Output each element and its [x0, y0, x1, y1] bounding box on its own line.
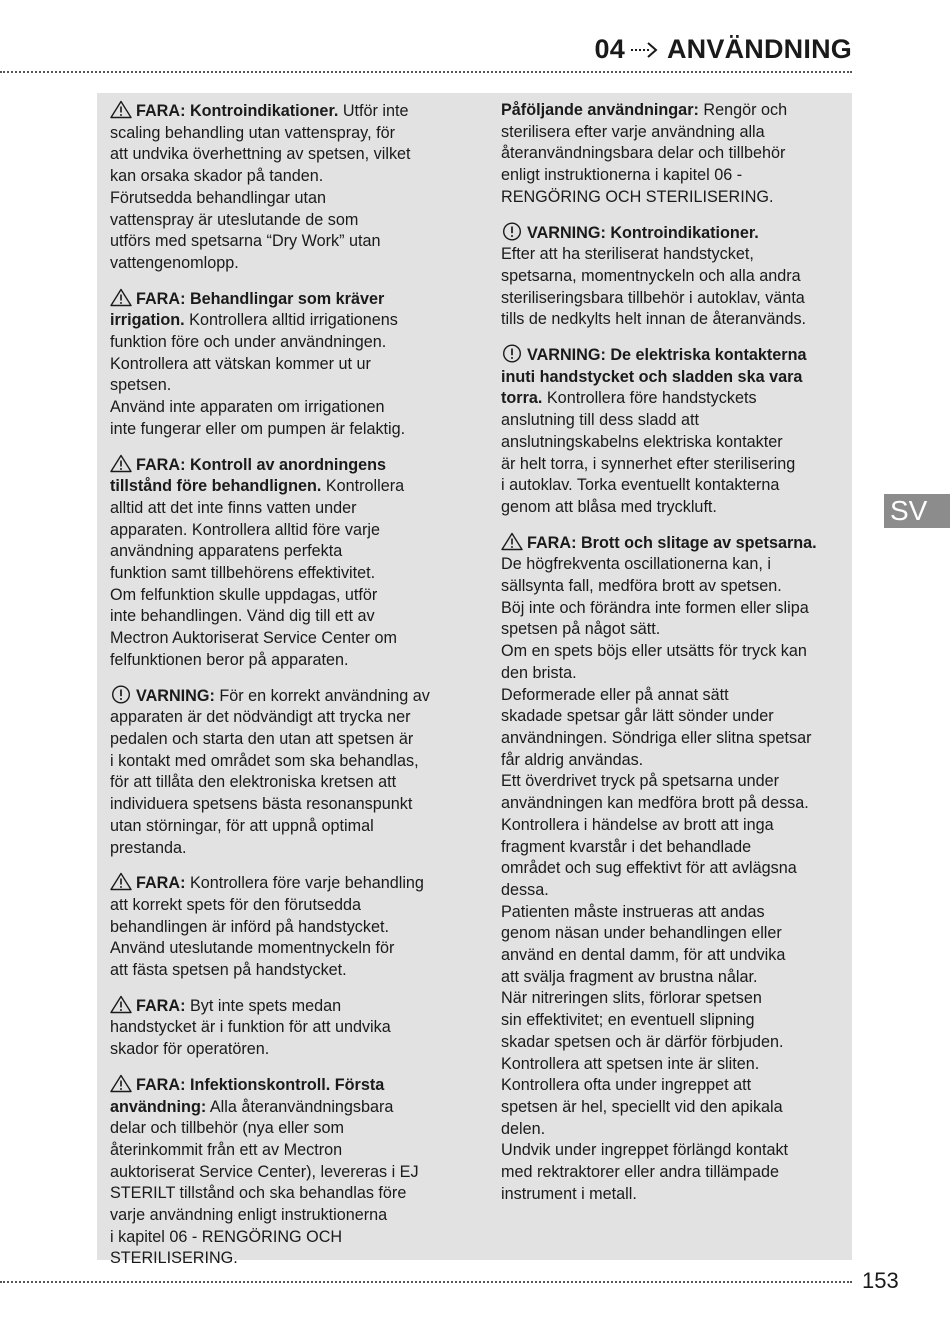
text-line	[501, 1010, 846, 1032]
body-text: Utför inte	[338, 102, 409, 120]
bold-label: irrigation.	[110, 311, 185, 330]
text-line	[110, 541, 460, 563]
body-text: spetsen är hel, speciellt vid den apikala	[501, 1097, 783, 1116]
body-text: i autoklav. Torka eventuellt kontakterna	[501, 476, 780, 495]
body-text: Undvik under ingreppet förlängd kontakt	[501, 1141, 789, 1160]
bold-label: FARA: Brott och slitage av spetsarna.	[527, 533, 817, 552]
text-line	[501, 1119, 846, 1141]
body-text: återanvändningsbara delar och tillbehör	[501, 144, 786, 163]
body-text: steriliseringsbara tillbehör i autoklav, vänta	[501, 288, 805, 307]
language-tab	[884, 494, 950, 528]
text-line	[110, 210, 460, 232]
body-text: delar och tillbehör (nya eller som	[110, 1119, 344, 1138]
text-line	[501, 728, 846, 750]
text-line	[110, 707, 460, 729]
body-text: För en korrekt användning av	[214, 686, 430, 705]
body-text: varje användning enligt instruktionerna	[110, 1206, 388, 1225]
notice-block	[501, 532, 846, 1206]
text-line	[110, 520, 460, 542]
text-line	[501, 576, 846, 598]
body-text: inte fungerar eller om pumpen är felaktig.	[110, 419, 406, 438]
text-line	[501, 532, 846, 555]
body-text: prestanda.	[110, 838, 187, 857]
body-text: Patienten måste instrueras att andas	[501, 902, 765, 921]
text-line	[501, 837, 846, 859]
text-line	[110, 1097, 460, 1119]
body-text: spetsen på något sätt.	[501, 620, 661, 639]
text-line	[110, 938, 460, 960]
text-line	[501, 454, 846, 476]
text-line	[501, 143, 846, 165]
text-line	[110, 685, 460, 708]
notice-block	[110, 288, 460, 441]
body-text: individuera spetsens bästa resonanspunkt	[110, 795, 413, 814]
text-line	[501, 923, 846, 945]
text-line	[110, 838, 460, 860]
body-text: Använd uteslutande momentnyckeln för	[110, 939, 395, 958]
body-text: Kontrollera ofta under ingreppet att	[501, 1076, 752, 1095]
text-line	[110, 288, 460, 311]
body-text: användningen kan medföra brott på dessa.	[501, 794, 809, 813]
body-text: utan störningar, för att uppnå optimal	[110, 816, 374, 835]
exclamation-circle-icon	[110, 685, 132, 704]
text-line	[110, 144, 460, 166]
body-text: Använd inte apparaten om irrigationen	[110, 398, 385, 417]
body-text: handstycket är i funktion för att undvika	[110, 1018, 391, 1037]
text-line	[501, 222, 846, 245]
body-text: De högfrekventa oscillationerna kan, i	[501, 555, 771, 574]
body-text: STERILT tillstånd och ska behandlas före	[110, 1184, 407, 1203]
text-line	[110, 563, 460, 585]
text-line	[501, 598, 846, 620]
body-text: instrument i metall.	[501, 1184, 637, 1203]
text-line	[110, 606, 460, 628]
chapter-header	[595, 34, 852, 65]
text-line	[501, 410, 846, 432]
body-text: auktoriserat Service Center), levereras i EJ	[110, 1162, 419, 1181]
text-line	[501, 750, 846, 772]
text-line	[110, 253, 460, 275]
body-text: att undvika överhettning av spetsen, vilket	[110, 145, 411, 164]
text-line	[110, 995, 460, 1018]
body-text: området och sug effektivt för att avlägsna	[501, 859, 797, 878]
body-text: för att tillåta den elektroniska kretsen att	[110, 773, 397, 792]
body-text: Mectron Auktoriserat Service Center om	[110, 629, 397, 648]
body-text: Om felfunktion skulle uppdagas, utför	[110, 585, 378, 604]
text-line	[110, 498, 460, 520]
notice-block	[501, 222, 846, 332]
text-line	[110, 1248, 460, 1270]
text-line	[110, 650, 460, 672]
body-text: Deformerade eller på annat sätt	[501, 685, 729, 704]
body-text: Efter att ha steriliserat handstycket,	[501, 245, 754, 264]
text-line	[501, 165, 846, 187]
text-line	[110, 872, 460, 895]
bold-label: FARA:	[136, 874, 186, 893]
bold-label: FARA: Kontroll av anordningens	[136, 455, 387, 474]
body-text: med rektraktorer eller andra tillämpade	[501, 1163, 780, 1182]
footer-divider	[0, 1281, 852, 1283]
text-line	[110, 794, 460, 816]
text-line	[501, 266, 846, 288]
body-text: använd en dental damm, för att undvika	[501, 946, 786, 965]
body-text: i kontakt med området som ska behandlas,	[110, 751, 419, 770]
text-line	[110, 585, 460, 607]
notice-block	[110, 872, 460, 982]
body-text: Förutsedda behandlingar utan	[110, 188, 326, 207]
bold-label: tillstånd före behandlignen.	[110, 477, 322, 496]
text-line	[110, 772, 460, 794]
text-line	[110, 397, 460, 419]
body-text: utförs med spetsarna “Dry Work” utan	[110, 232, 381, 251]
text-line	[110, 1017, 460, 1039]
text-line	[501, 663, 846, 685]
left-column	[110, 100, 460, 1283]
body-text: Kontrollera i händelse av brott att inga	[501, 815, 774, 834]
body-text: skador för operatören.	[110, 1040, 270, 1059]
text-line	[110, 1183, 460, 1205]
bold-label: VARNING: De elektriska kontakterna	[527, 346, 807, 365]
text-line	[110, 729, 460, 751]
bold-label: FARA: Behandlingar som kräver	[136, 289, 385, 308]
body-text: användning apparatens perfekta	[110, 542, 343, 561]
text-line	[110, 1074, 460, 1097]
text-line	[501, 344, 846, 367]
text-line	[110, 100, 460, 123]
text-line	[501, 771, 846, 793]
text-line	[501, 945, 846, 967]
body-text: Kontrollera att vätskan kommer ut ur	[110, 354, 371, 373]
body-text: När nitreringen slits, förlorar spetsen	[501, 989, 762, 1008]
body-text: får aldrig användas.	[501, 750, 644, 769]
text-line	[110, 375, 460, 397]
text-line	[110, 231, 460, 253]
body-text: den brista.	[501, 663, 577, 682]
body-text: vattengenomlopp.	[110, 253, 239, 272]
text-line	[501, 1140, 846, 1162]
text-line	[501, 685, 846, 707]
text-line	[110, 454, 460, 477]
text-line	[110, 960, 460, 982]
exclamation-circle-icon	[501, 344, 523, 363]
dotted-arrow-icon	[631, 41, 661, 59]
text-line	[501, 187, 846, 209]
text-line	[110, 1039, 460, 1061]
notice-block	[501, 100, 846, 209]
text-line	[110, 1205, 460, 1227]
bold-label: VARNING:	[136, 686, 215, 705]
body-text: pedalen och starta den utan att spetsen är	[110, 729, 414, 748]
text-line	[501, 1054, 846, 1076]
bold-label: användning:	[110, 1097, 207, 1116]
body-text: spetsen.	[110, 376, 172, 395]
body-text: sterilisera efter varje användning alla	[501, 122, 765, 141]
text-line	[501, 967, 846, 989]
body-text: att fästa spetsen på handstycket.	[110, 961, 347, 980]
bold-label: torra.	[501, 389, 543, 408]
body-text: sällsynta fall, medföra brott av spetsen.	[501, 577, 782, 596]
body-text: är helt torra, i synnerhet efter sterilisering	[501, 454, 796, 473]
body-text: enligt instruktionerna i kapitel 06 -	[501, 166, 743, 185]
text-line	[110, 419, 460, 441]
body-text: behandlingen är införd på handstycket.	[110, 917, 389, 936]
body-text: sin effektivitet; en eventuell slipning	[501, 1011, 755, 1030]
body-text: RENGÖRING OCH STERILISERING.	[501, 187, 774, 206]
text-line	[501, 122, 846, 144]
text-line	[110, 816, 460, 838]
body-text: anslutning till dess sladd att	[501, 411, 699, 430]
body-text: Kontrollera att spetsen inte är sliten.	[501, 1054, 760, 1073]
body-text: funktion före och under användningen.	[110, 333, 387, 352]
text-line	[501, 1162, 846, 1184]
text-line	[110, 895, 460, 917]
notice-block	[110, 1074, 460, 1270]
body-text: spetsarna, momentnyckeln och alla andra	[501, 266, 801, 285]
body-text: genom att blåsa med tryckluft.	[501, 497, 717, 516]
body-text: delen.	[501, 1119, 546, 1138]
body-text: Alla återanvändningsbara	[206, 1097, 394, 1116]
chapter-number: 04	[594, 34, 625, 64]
body-text: tills de nedkylts helt innan de återanvänds.	[501, 310, 807, 329]
body-text: Byt inte spets medan	[185, 996, 342, 1015]
exclamation-circle-icon	[501, 222, 523, 241]
page-number: 153	[862, 1268, 899, 1293]
body-text: felfunktionen beror på apparaten.	[110, 650, 349, 669]
text-line	[501, 309, 846, 331]
body-text: Rengör och	[698, 101, 788, 119]
text-line	[501, 100, 846, 122]
text-line	[501, 1097, 846, 1119]
body-text: skadar spetsen och är därför förbjuden.	[501, 1032, 784, 1051]
text-line	[501, 988, 846, 1010]
bold-label: VARNING: Kontroindikationer.	[527, 223, 759, 242]
text-line	[110, 1118, 460, 1140]
body-text: att korrekt spets för den förutsedda	[110, 895, 362, 914]
body-text: användningen. Söndriga eller slitna spetsar	[501, 728, 812, 747]
body-text: Böj inte och förändra inte formen eller slipa	[501, 598, 809, 617]
header-divider	[0, 71, 852, 73]
body-text: kan orsaka skador på tanden.	[110, 167, 324, 186]
text-line	[110, 188, 460, 210]
body-text: att svälja fragment av brustna nålar.	[501, 967, 758, 986]
body-text: Om en spets böjs eller utsätts för tryck kan	[501, 642, 807, 661]
warning-triangle-icon	[110, 995, 132, 1014]
warning-triangle-icon	[110, 872, 132, 891]
text-line	[110, 751, 460, 773]
notice-block	[110, 685, 460, 860]
text-line	[501, 880, 846, 902]
body-text: funktion samt tillbehörens effektivitet.	[110, 564, 376, 583]
text-line	[501, 1032, 846, 1054]
text-line	[501, 554, 846, 576]
text-line	[501, 619, 846, 641]
text-line	[501, 497, 846, 519]
warning-triangle-icon	[110, 288, 132, 307]
text-line	[501, 641, 846, 663]
body-text: STERILISERING.	[110, 1249, 238, 1268]
notice-block	[110, 454, 460, 672]
body-text: scaling behandling utan vattenspray, för	[110, 123, 395, 142]
text-line	[110, 166, 460, 188]
text-line	[501, 706, 846, 728]
bold-label: FARA: Kontroindikationer.	[136, 102, 339, 120]
bold-label: inuti handstycket och sladden ska vara	[501, 367, 803, 386]
body-text: Kontrollera före handstyckets	[542, 389, 757, 408]
text-line	[501, 815, 846, 837]
text-line	[110, 1227, 460, 1249]
body-text: Kontrollera	[321, 477, 405, 496]
text-line	[501, 388, 846, 410]
bold-label: FARA: Infektionskontroll. Första	[136, 1075, 385, 1094]
text-line	[501, 244, 846, 266]
text-line	[501, 288, 846, 310]
text-line	[501, 432, 846, 454]
body-text: anslutningskabelns elektriska kontakter	[501, 432, 783, 451]
warning-triangle-icon	[501, 532, 523, 551]
body-text: Ett överdrivet tryck på spetsarna under	[501, 772, 780, 791]
text-line	[110, 1140, 460, 1162]
text-line	[501, 793, 846, 815]
text-line	[501, 1184, 846, 1206]
notice-block	[110, 995, 460, 1061]
text-line	[501, 1075, 846, 1097]
body-text: Kontrollera alltid irrigationens	[184, 311, 398, 330]
language-tab-label: SV	[890, 495, 928, 526]
body-text: i kapitel 06 - RENGÖRING OCH	[110, 1227, 343, 1246]
body-text: apparaten. Kontrollera alltid före varje	[110, 520, 380, 539]
body-text: dessa.	[501, 880, 549, 899]
body-text: Kontrollera före varje behandling	[185, 874, 424, 893]
text-line	[110, 628, 460, 650]
body-text: alltid att det inte finns vatten under	[110, 498, 357, 517]
text-line	[110, 123, 460, 145]
text-line	[501, 367, 846, 389]
text-line	[501, 858, 846, 880]
body-text: apparaten är det nödvändigt att trycka ner	[110, 708, 411, 727]
right-column	[501, 100, 846, 1218]
warning-triangle-icon	[110, 1074, 132, 1093]
warning-triangle-icon	[110, 100, 132, 119]
text-line	[110, 476, 460, 498]
text-line	[501, 902, 846, 924]
notice-block	[110, 100, 460, 275]
body-text: vattenspray är uteslutande de som	[110, 210, 359, 229]
text-line	[110, 332, 460, 354]
text-line	[501, 475, 846, 497]
body-text: återinkommit från ett av Mectron	[110, 1140, 343, 1159]
text-line	[110, 354, 460, 376]
body-text: inte behandlingen. Vänd dig till ett av	[110, 607, 375, 626]
body-text: genom näsan under behandlingen eller	[501, 924, 782, 943]
body-text: skadade spetsar går lätt sönder under	[501, 707, 774, 726]
warning-triangle-icon	[110, 454, 132, 473]
chapter-title: ANVÄNDNING	[666, 34, 852, 64]
bold-label: Påföljande användningar:	[501, 101, 699, 119]
bold-label: FARA:	[136, 996, 186, 1015]
notice-block	[501, 344, 846, 519]
body-text: fragment kvarstår i det behandlade	[501, 837, 752, 856]
text-line	[110, 310, 460, 332]
text-line	[110, 917, 460, 939]
text-line	[110, 1162, 460, 1184]
